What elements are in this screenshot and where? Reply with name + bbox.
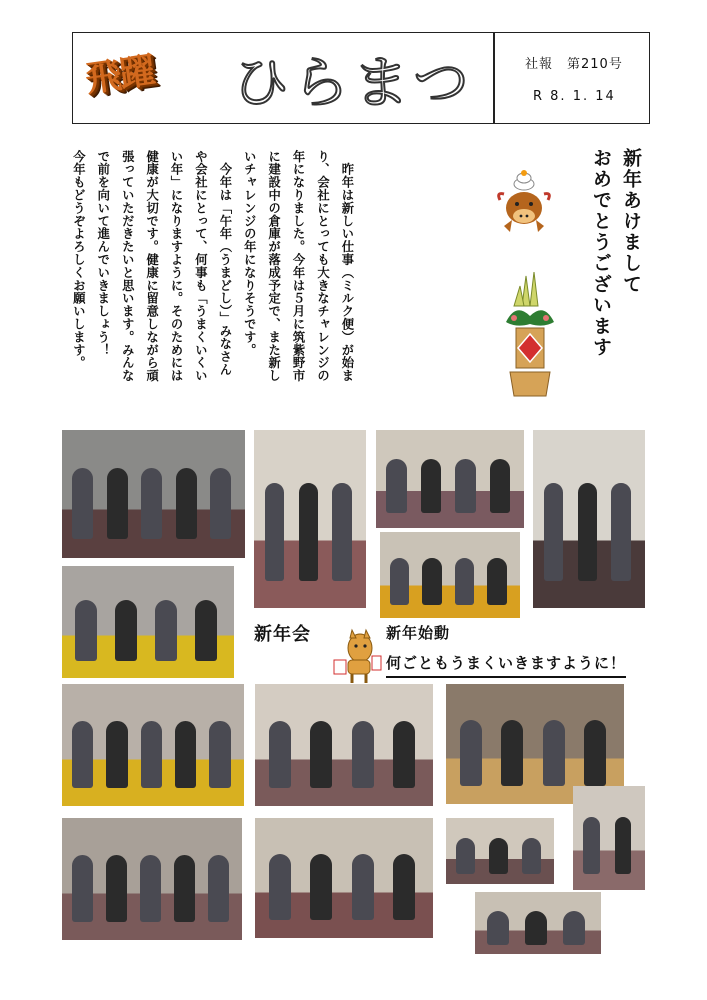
person-silhouette [310,854,332,920]
person-silhouette [489,838,508,874]
body-paragraph-1: 昨年は新しい仕事（ミルク便）が始まり、会社にとっても大きなチャレンジの年になりました。今年は５月に筑紫野市に建設中の倉庫が落成予定で、また新しいチャレンジの年になりそうです。 [242,150,354,383]
person-silhouette [107,468,128,538]
couple-photo [475,892,601,954]
person-silhouette [393,721,415,788]
person-silhouette [141,468,162,538]
person-silhouette [563,911,585,945]
issue-number: 社報 第210号 [525,57,623,72]
issue-date: R 8. 1. 14 [533,89,616,104]
person-silhouette [208,855,229,922]
person-silhouette [487,558,507,605]
horse-mascot-icon [332,628,382,684]
person-silhouette [615,817,632,874]
person-silhouette [115,600,137,662]
new-year-greeting [586,148,646,408]
newsletter-title: ひらまつ [233,51,473,116]
person-silhouette [155,600,177,662]
person-silhouette [269,721,291,788]
two-men-photo [573,786,645,890]
person-silhouette [455,459,476,513]
person-silhouette [140,855,161,922]
person-silhouette [174,855,195,922]
person-silhouette [265,483,285,581]
person-silhouette [460,720,482,786]
greeting-line-2: おめでとうございます [590,148,612,358]
person-silhouette [456,838,475,874]
kadomatsu-icon [500,272,560,400]
person-silhouette [210,468,231,538]
person-silhouette [501,720,523,786]
person-silhouette [72,855,93,922]
body-paragraph-2: 今年は「午年（うまどし）」みなさんや会社にとって、何事も「うまくいくいい年」になりますように。そのためには健康が大切です。健康に留意しながら頑張っていただきたいと思います。みんなで前を向いて進んでいきましょう！ [95,150,232,383]
person-silhouette [75,600,97,662]
person-silhouette [422,558,442,605]
person-silhouette [490,459,511,513]
cow-kagamimochi-icon [496,170,552,246]
person-silhouette [393,854,415,920]
cheers-group-photo [380,532,520,618]
event-title: 新年会 [254,624,311,645]
logo-text: 飛躍 [82,49,156,101]
person-silhouette [455,558,475,605]
person-silhouette [310,721,332,788]
person-silhouette [209,721,230,788]
person-silhouette [584,720,606,786]
person-silhouette [487,911,509,945]
person-silhouette [72,721,93,788]
person-silhouette [72,468,93,538]
person-silhouette [141,721,162,788]
standing-group-photo [255,684,433,806]
person-silhouette [544,483,564,581]
person-silhouette [195,600,217,662]
newsletter-header [72,32,650,124]
person-silhouette [299,483,319,581]
person-silhouette [583,817,600,874]
person-silhouette [390,558,410,605]
round-table-photo [62,566,234,678]
speech-man-photo [533,430,645,608]
person-silhouette [352,721,374,788]
body-text [66,150,359,388]
toast-man-photo [254,430,366,608]
person-silhouette [522,838,541,874]
person-silhouette [106,721,127,788]
person-silhouette [386,459,407,513]
person-silhouette [332,483,352,581]
header-divider [493,33,495,123]
person-silhouette [525,911,547,945]
person-silhouette [269,854,291,920]
person-silhouette [421,459,442,513]
two-women-photo [62,430,245,558]
person-silhouette [176,468,197,538]
crowd-photo [62,818,242,940]
dinner-table-photo [62,684,244,806]
greeting-line-1: 新年あけまして [620,148,642,295]
person-silhouette [352,854,374,920]
banzai-photo [255,818,433,938]
greeting-men-photo [376,430,524,528]
event-tagline: 何ごともうまくいきますように！ [386,652,626,678]
person-silhouette [543,720,565,786]
person-silhouette [578,483,598,581]
person-silhouette [611,483,631,581]
person-silhouette [106,855,127,922]
person-silhouette [175,721,196,788]
event-subtitle: 新年始動 [386,624,451,642]
small-group-photo [446,818,554,884]
body-paragraph-3: 今年もどうぞよろしくお願いします。 [71,150,86,370]
